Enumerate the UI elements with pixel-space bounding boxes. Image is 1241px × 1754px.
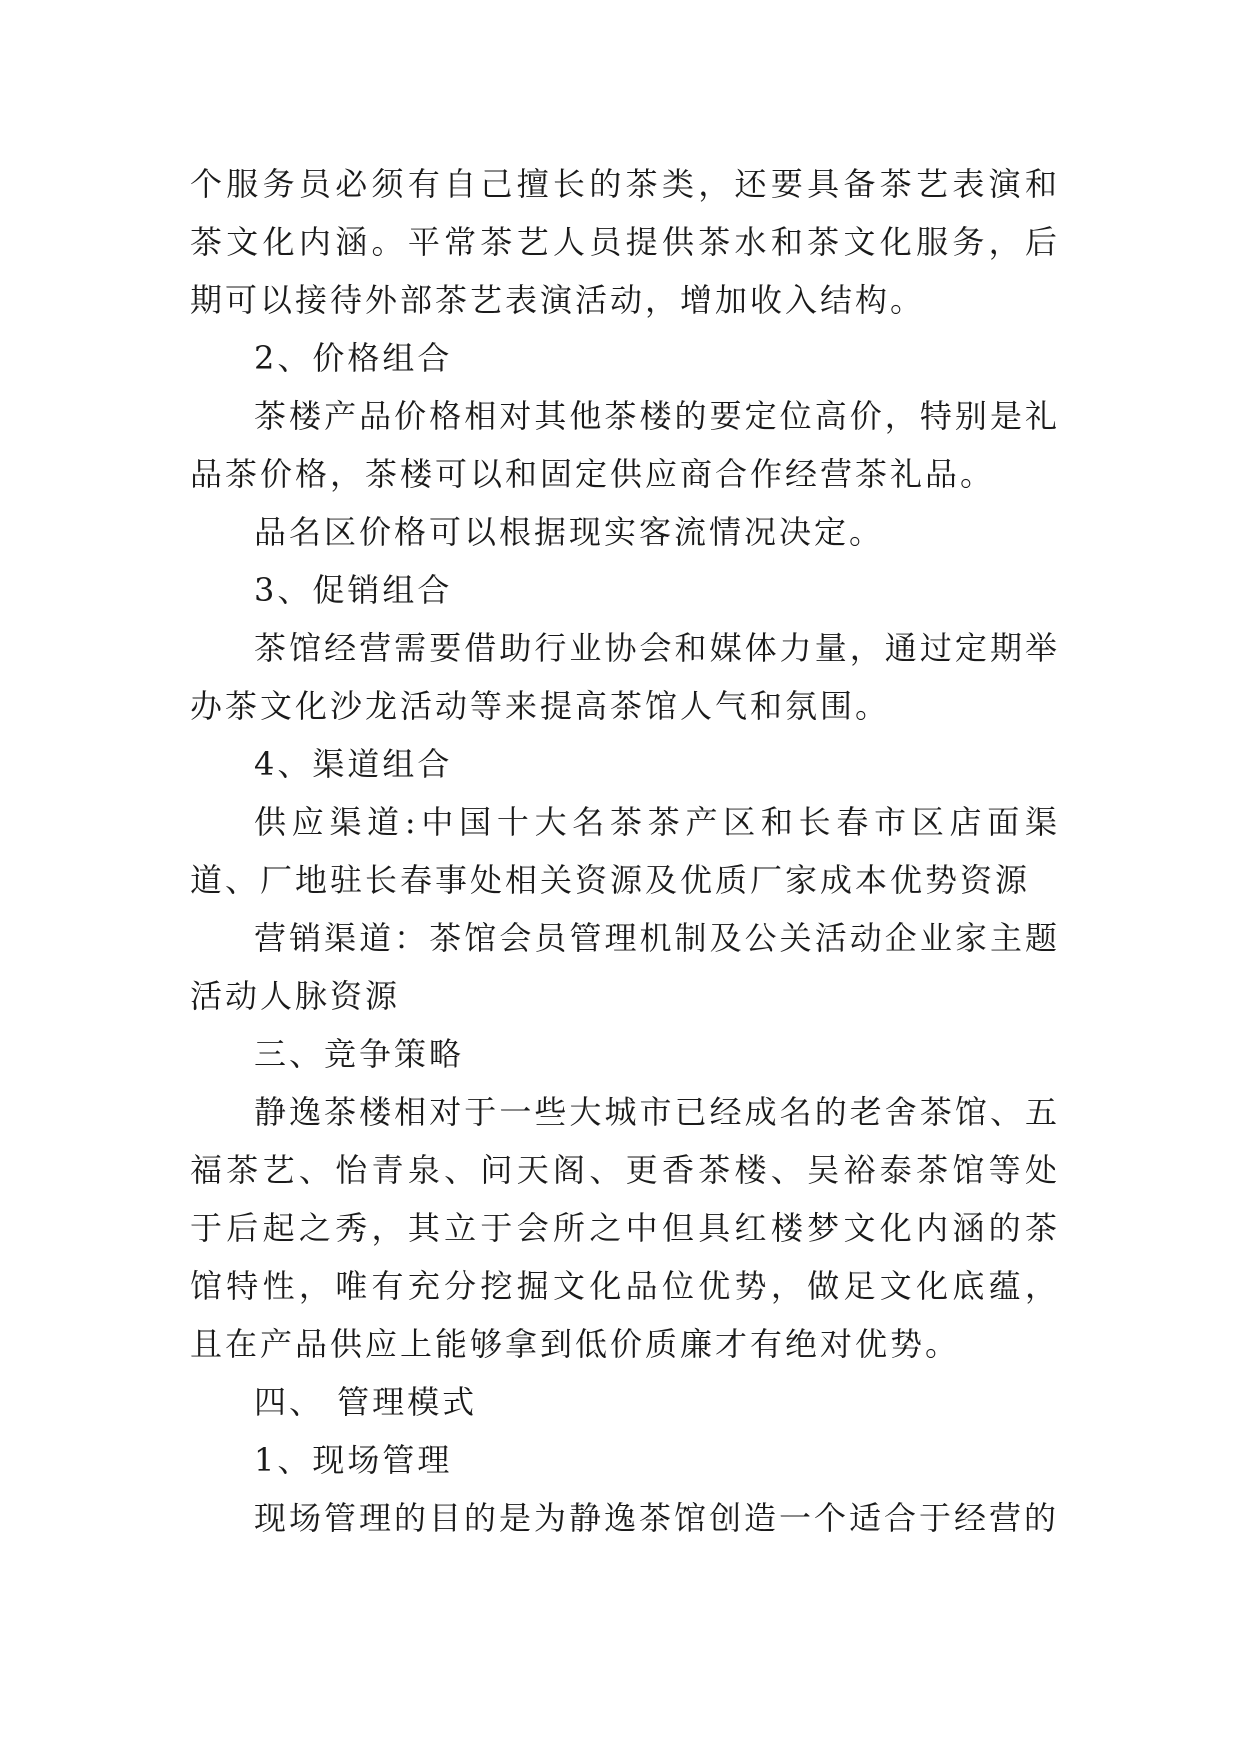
paragraph-competition: 静逸茶楼相对于一些大城市已经成名的老舍茶馆、五福茶艺、怡青泉、问天阁、更香茶楼、吴裕泰茶馆等处于后起之秀，其立于会所之中但具红楼梦文化内涵的茶馆特性，唯有充分挖掘文化品位优势，做足文化底蕴，且在产品供应上能够拿到低价质廉才有绝对优势。 xyxy=(190,1093,1060,1363)
paragraph-supply-channel: 供应渠道:中国十大名茶茶产区和长春市区店面渠道、厂地驻长春事处相关资源及优质厂家成本优势资源 xyxy=(190,803,1060,899)
paragraph-site-management: 现场管理的目的是为静逸茶馆创造一个适合于经营的 xyxy=(254,1499,1060,1537)
heading-price-mix: 2、价格组合 xyxy=(254,339,453,377)
paragraph-price-positioning: 茶楼产品价格相对其他茶楼的要定位高价，特别是礼品茶价格，茶楼可以和固定供应商合作经营茶礼品。 xyxy=(190,397,1060,493)
paragraph-price-traffic: 品名区价格可以根据现实客流情况决定。 xyxy=(254,513,885,551)
document-body xyxy=(190,155,1060,1547)
heading-channel-mix: 4、渠道组合 xyxy=(254,745,453,783)
heading-competition-strategy: 三、竞争策略 xyxy=(254,1035,465,1073)
heading-site-management: 1、现场管理 xyxy=(254,1441,453,1479)
heading-promotion-mix: 3、促销组合 xyxy=(254,571,453,609)
paragraph-marketing-channel: 营销渠道：茶馆会员管理机制及公关活动企业家主题活动人脉资源 xyxy=(190,919,1060,1015)
heading-management-model: 四、 管理模式 xyxy=(254,1383,478,1421)
paragraph-promotion: 茶馆经营需要借助行业协会和媒体力量，通过定期举办茶文化沙龙活动等来提高茶馆人气和氛围。 xyxy=(190,629,1060,725)
paragraph-continuation: 个服务员必须有自己擅长的茶类，还要具备茶艺表演和茶文化内涵。平常茶艺人员提供茶水和茶文化服务，后期可以接待外部茶艺表演活动，增加收入结构。 xyxy=(190,165,1060,319)
